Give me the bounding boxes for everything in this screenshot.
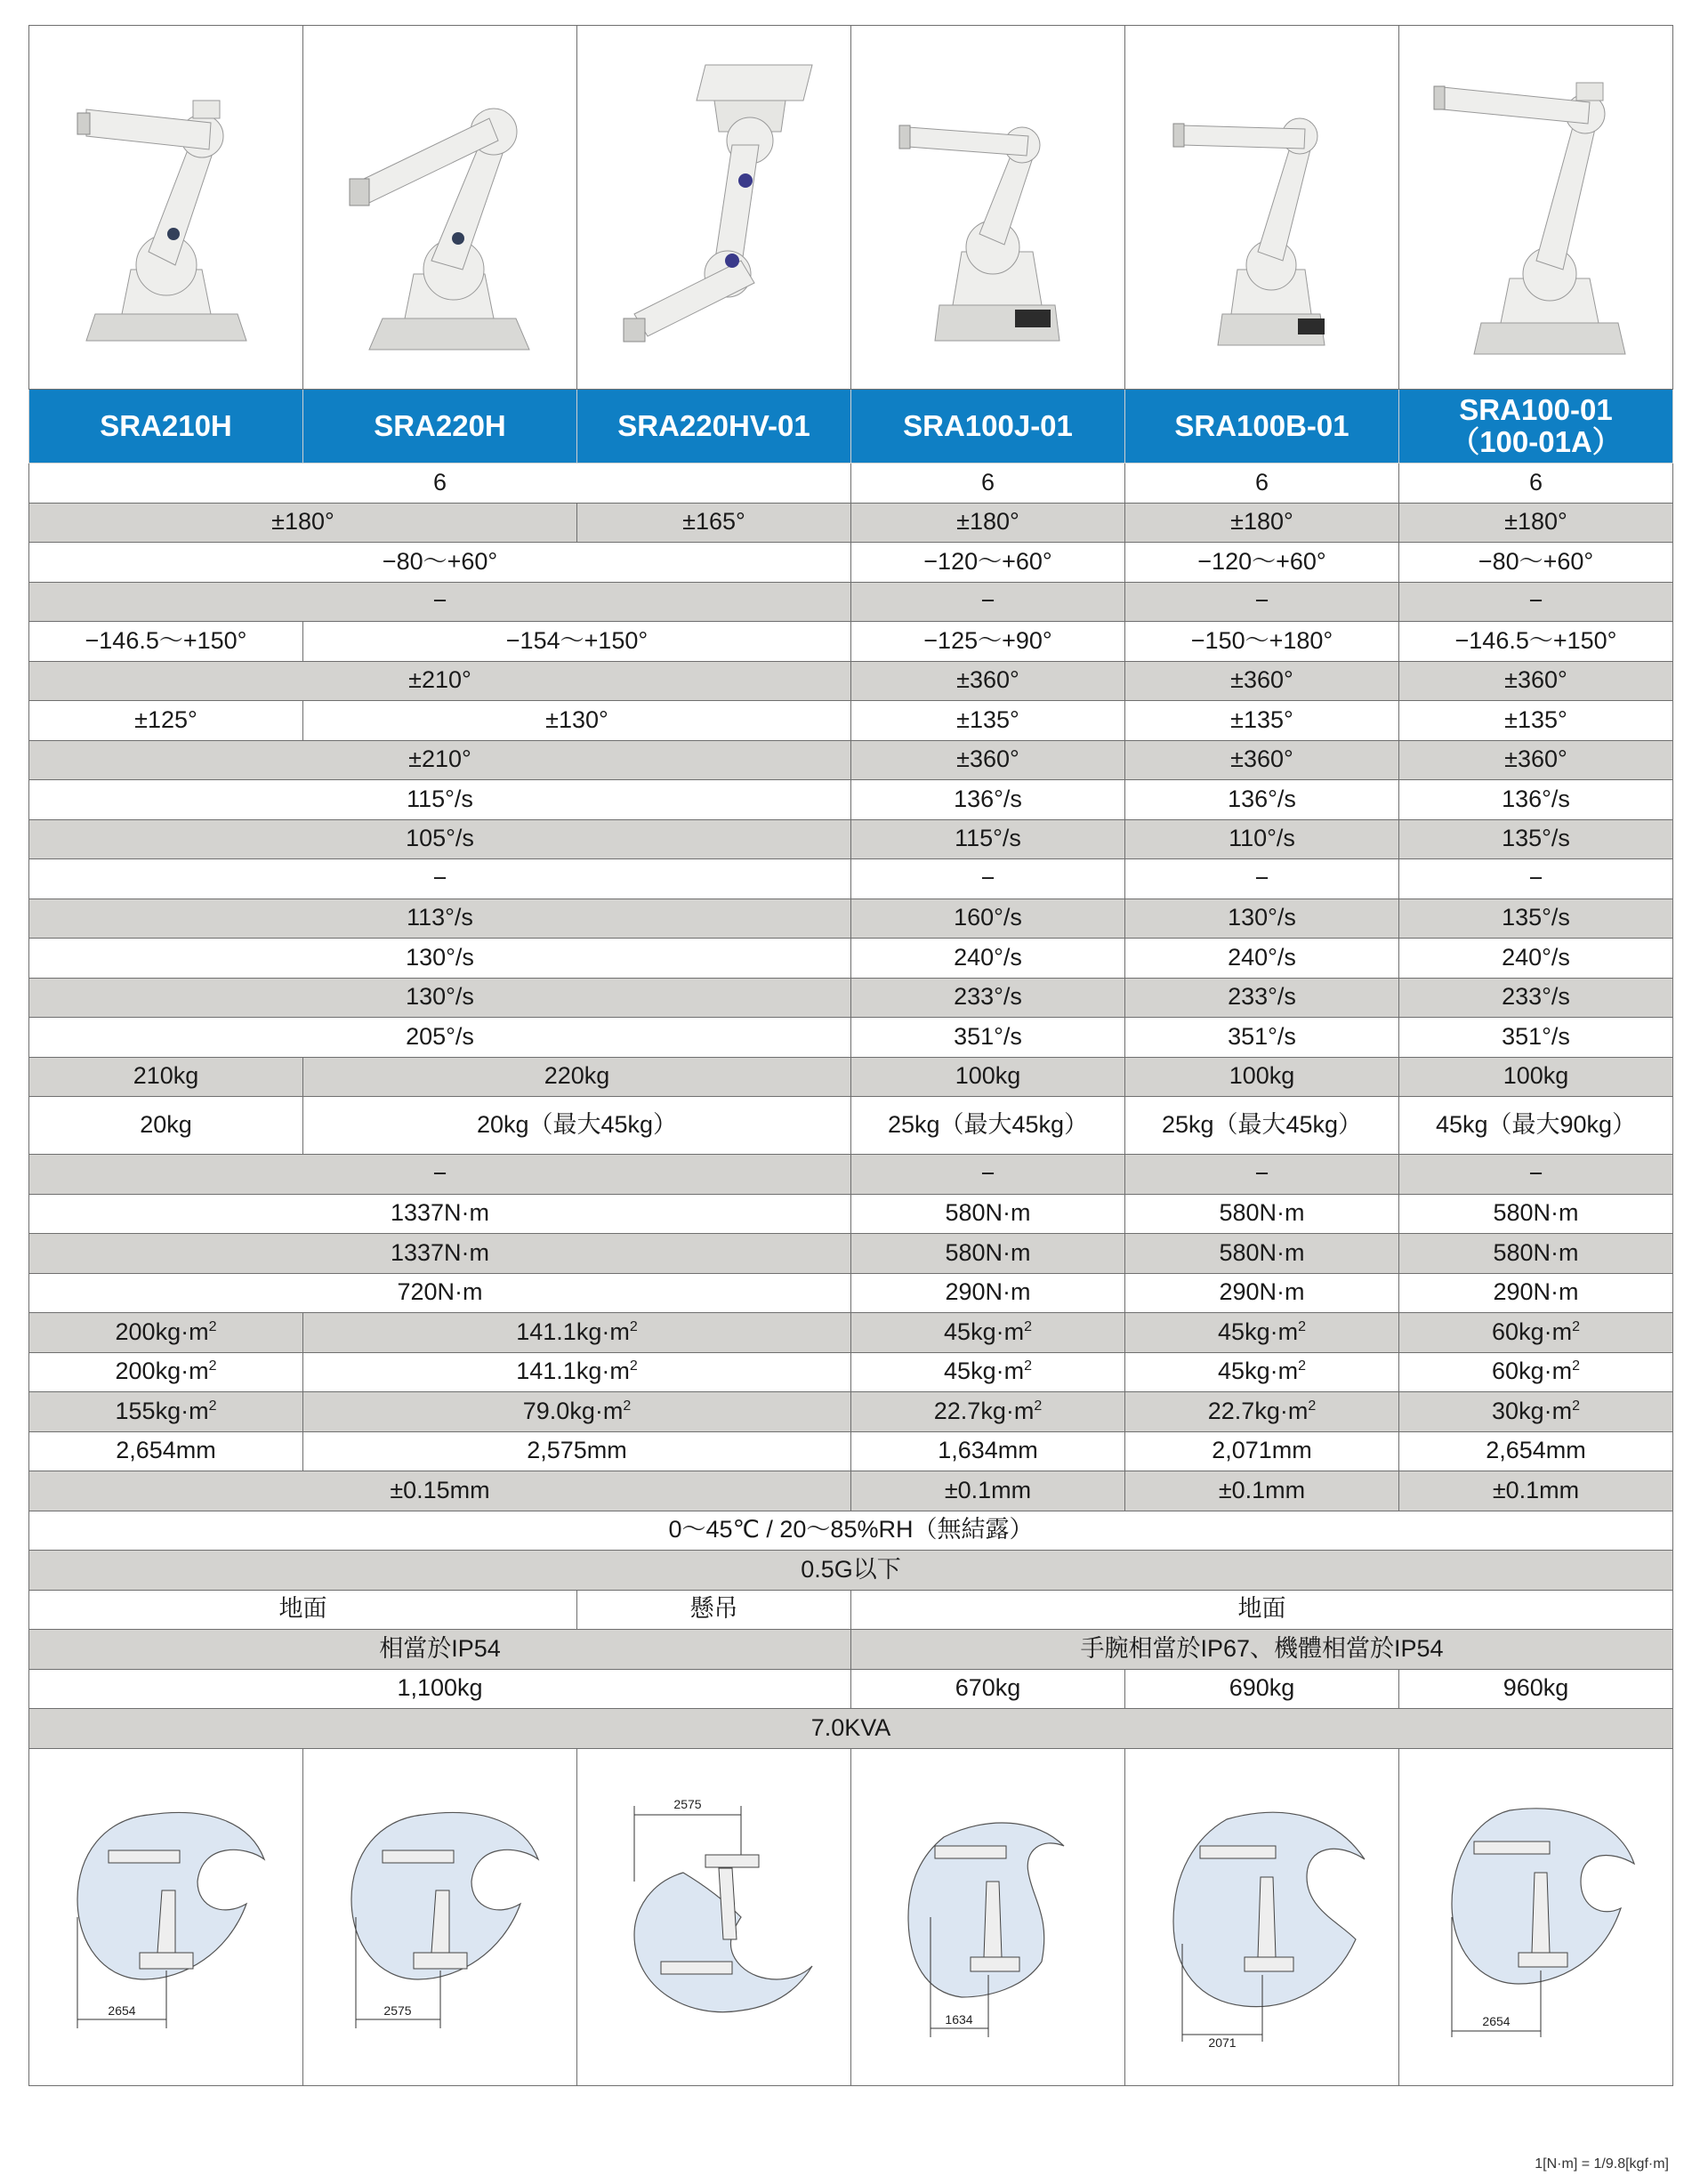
- spec-cell: ±360°: [1125, 661, 1399, 701]
- spec-row: [29, 503, 1673, 543]
- spec-cell: 25kg（最大45kg）: [1125, 1097, 1399, 1155]
- spec-row: [29, 701, 1673, 741]
- spec-cell: ±180°: [1399, 503, 1673, 543]
- spec-cell: 115°/s: [29, 780, 851, 820]
- robot-arm-icon: [1421, 47, 1652, 367]
- spec-row: [29, 978, 1673, 1018]
- spec-row: [29, 463, 1673, 504]
- reach-dimension: 2654: [107, 2003, 136, 2018]
- spec-cell: 290N·m: [851, 1273, 1125, 1313]
- spec-cell: −80～+60°: [29, 543, 851, 583]
- robot-arm-icon: [1156, 47, 1369, 367]
- model-name: SRA220H: [303, 390, 577, 463]
- spec-cell: 110°/s: [1125, 819, 1399, 859]
- spec-cell: ±130°: [303, 701, 851, 741]
- spec-cell: 233°/s: [851, 978, 1125, 1018]
- spec-cell: 160°/s: [851, 899, 1125, 939]
- spec-cell: 105°/s: [29, 819, 851, 859]
- spec-cell: 690kg: [1125, 1669, 1399, 1709]
- spec-cell: ±0.1mm: [1125, 1471, 1399, 1511]
- spec-row: [29, 543, 1673, 583]
- spec-row: [29, 859, 1673, 899]
- spec-cell: $45kg\cdot m^2$: [1125, 1352, 1399, 1392]
- spec-cell: 210kg: [29, 1057, 303, 1097]
- spec-row: [29, 939, 1673, 979]
- spec-cell: 相當於IP54: [29, 1630, 851, 1670]
- spec-cell: ±210°: [29, 740, 851, 780]
- spec-cell: $141.1kg\cdot m^2$: [303, 1313, 851, 1353]
- spec-cell: 100kg: [1125, 1057, 1399, 1097]
- work-envelope-icon: [325, 1784, 556, 2051]
- spec-row: [29, 1431, 1673, 1471]
- spec-cell: 7.0KVA: [29, 1709, 1673, 1749]
- robot-photo-sra220h: [303, 26, 577, 390]
- spec-row: [29, 1669, 1673, 1709]
- spec-row: [29, 740, 1673, 780]
- spec-row: [29, 819, 1673, 859]
- spec-cell: $141.1kg\cdot m^2$: [303, 1352, 851, 1392]
- spec-cell: −: [29, 859, 851, 899]
- work-envelope-sra100b-01: [1125, 1748, 1399, 2085]
- spec-cell: ±135°: [1125, 701, 1399, 741]
- work-envelope-sra220hv-01: [577, 1748, 851, 2085]
- model-name: SRA100B-01: [1125, 390, 1399, 463]
- robot-arm-icon: [334, 47, 547, 367]
- spec-cell: 135°/s: [1399, 819, 1673, 859]
- robot-arm-icon: [60, 47, 273, 367]
- spec-cell: 1337N·m: [29, 1234, 851, 1274]
- robot-arm-icon: [608, 47, 821, 367]
- spec-cell: 351°/s: [851, 1018, 1125, 1058]
- spec-cell: $45kg\cdot m^2$: [1125, 1313, 1399, 1353]
- spec-row: [29, 1057, 1673, 1097]
- spec-cell: 100kg: [851, 1057, 1125, 1097]
- unit-footnote: 1[N·m] = 1/9.8[kgf·m]: [1535, 2156, 1669, 2172]
- spec-cell: −: [1125, 859, 1399, 899]
- spec-cell: $200kg\cdot m^2$: [29, 1313, 303, 1353]
- spec-cell: ±360°: [1125, 740, 1399, 780]
- spec-cell: −: [1399, 859, 1673, 899]
- spec-row: [29, 582, 1673, 622]
- spec-cell: $60kg\cdot m^2$: [1399, 1352, 1673, 1392]
- spec-cell: ±0.1mm: [851, 1471, 1125, 1511]
- spec-cell: ±360°: [1399, 740, 1673, 780]
- spec-cell: 580N·m: [851, 1234, 1125, 1274]
- spec-cell: 135°/s: [1399, 899, 1673, 939]
- spec-cell: 290N·m: [1399, 1273, 1673, 1313]
- spec-cell: ±165°: [577, 503, 851, 543]
- spec-cell: 240°/s: [851, 939, 1125, 979]
- reach-dimension: 2071: [1207, 2035, 1237, 2050]
- spec-cell: 6: [1399, 463, 1673, 504]
- spec-cell: 0～45℃ / 20～85%RH（無結露）: [29, 1511, 1673, 1551]
- spec-cell: ±0.15mm: [29, 1471, 851, 1511]
- work-envelope-row: [29, 1748, 1673, 2085]
- spec-cell: −150～+180°: [1125, 622, 1399, 662]
- spec-row: [29, 1234, 1673, 1274]
- spec-cell: 130°/s: [29, 978, 851, 1018]
- spec-row: [29, 1471, 1673, 1511]
- spec-cell: −: [1125, 582, 1399, 622]
- spec-cell: $22.7kg\cdot m^2$: [1125, 1392, 1399, 1432]
- spec-cell: −: [29, 582, 851, 622]
- spec-cell: 45kg（最大90kg）: [1399, 1097, 1673, 1155]
- model-header-row: [29, 390, 1673, 463]
- spec-cell: −: [1399, 582, 1673, 622]
- spec-cell: 手腕相當於IP67、機體相當於IP54: [851, 1630, 1673, 1670]
- spec-cell: $45kg\cdot m^2$: [851, 1352, 1125, 1392]
- spec-cell: 6: [29, 463, 851, 504]
- model-name: SRA100J-01: [851, 390, 1125, 463]
- spec-cell: 6: [1125, 463, 1399, 504]
- spec-cell: 130°/s: [1125, 899, 1399, 939]
- spec-cell: 2,654mm: [1399, 1431, 1673, 1471]
- spec-cell: 580N·m: [851, 1194, 1125, 1234]
- spec-cell: −146.5～+150°: [29, 622, 303, 662]
- spec-cell: 240°/s: [1125, 939, 1399, 979]
- work-envelope-icon: [599, 1784, 830, 2051]
- spec-cell: 地面: [851, 1590, 1673, 1630]
- spec-row: [29, 1352, 1673, 1392]
- spec-cell: 580N·m: [1125, 1234, 1399, 1274]
- spec-row: [29, 1709, 1673, 1749]
- spec-cell: ±180°: [29, 503, 577, 543]
- spec-cell: 580N·m: [1399, 1194, 1673, 1234]
- spec-cell: 20kg: [29, 1097, 303, 1155]
- spec-cell: 115°/s: [851, 819, 1125, 859]
- work-envelope-sra210h: [29, 1748, 303, 2085]
- spec-cell: 580N·m: [1399, 1234, 1673, 1274]
- spec-row: [29, 1392, 1673, 1432]
- spec-cell: 351°/s: [1125, 1018, 1399, 1058]
- spec-cell: −: [851, 582, 1125, 622]
- spec-cell: 25kg（最大45kg）: [851, 1097, 1125, 1155]
- spec-cell: 136°/s: [1399, 780, 1673, 820]
- spec-cell: −120～+60°: [1125, 543, 1399, 583]
- spec-row: [29, 1630, 1673, 1670]
- reach-dimension: 2654: [1481, 2013, 1511, 2028]
- reach-dimension: 2575: [673, 1796, 702, 1811]
- spec-cell: 113°/s: [29, 899, 851, 939]
- spec-cell: ±360°: [851, 661, 1125, 701]
- spec-cell: ±125°: [29, 701, 303, 741]
- spec-cell: −: [29, 1155, 851, 1195]
- spec-cell: 233°/s: [1125, 978, 1399, 1018]
- spec-cell: −125～+90°: [851, 622, 1125, 662]
- spec-row: [29, 622, 1673, 662]
- spec-row: [29, 1590, 1673, 1630]
- spec-cell: 670kg: [851, 1669, 1125, 1709]
- spec-sheet: [28, 25, 1672, 2086]
- spec-cell: ±135°: [851, 701, 1125, 741]
- robot-photo-row: [29, 26, 1673, 390]
- work-envelope-icon: [873, 1784, 1104, 2051]
- spec-cell: 233°/s: [1399, 978, 1673, 1018]
- robot-photo-sra100-01: [1399, 26, 1673, 390]
- spec-cell: ±360°: [851, 740, 1125, 780]
- spec-cell: 351°/s: [1399, 1018, 1673, 1058]
- spec-cell: 240°/s: [1399, 939, 1673, 979]
- spec-cell: −120～+60°: [851, 543, 1125, 583]
- spec-cell: 136°/s: [1125, 780, 1399, 820]
- work-envelope-icon: [51, 1784, 282, 2051]
- spec-cell: 6: [851, 463, 1125, 504]
- spec-cell: $155kg\cdot m^2$: [29, 1392, 303, 1432]
- spec-cell: ±0.1mm: [1399, 1471, 1673, 1511]
- spec-cell: 2,654mm: [29, 1431, 303, 1471]
- spec-row: [29, 1097, 1673, 1155]
- spec-cell: −154～+150°: [303, 622, 851, 662]
- spec-cell: $30kg\cdot m^2$: [1399, 1392, 1673, 1432]
- robot-arm-icon: [882, 47, 1095, 367]
- work-envelope-sra100j-01: [851, 1748, 1125, 2085]
- model-name-line2: （100-01A）: [1450, 425, 1622, 458]
- spec-cell: −: [851, 1155, 1125, 1195]
- spec-cell: −: [1399, 1155, 1673, 1195]
- spec-cell: 130°/s: [29, 939, 851, 979]
- spec-table: [28, 25, 1673, 2086]
- spec-cell: $79.0kg\cdot m^2$: [303, 1392, 851, 1432]
- spec-cell: 1,634mm: [851, 1431, 1125, 1471]
- spec-cell: 1,100kg: [29, 1669, 851, 1709]
- spec-cell: 220kg: [303, 1057, 851, 1097]
- spec-cell: 1337N·m: [29, 1194, 851, 1234]
- spec-cell: $60kg\cdot m^2$: [1399, 1313, 1673, 1353]
- spec-row: [29, 1273, 1673, 1313]
- work-envelope-sra220h: [303, 1748, 577, 2085]
- robot-photo-sra100b-01: [1125, 26, 1399, 390]
- spec-row: [29, 899, 1673, 939]
- spec-cell: ±135°: [1399, 701, 1673, 741]
- model-name: [1399, 390, 1673, 463]
- spec-cell: ±210°: [29, 661, 851, 701]
- work-envelope-icon: [1147, 1784, 1378, 2051]
- spec-cell: −146.5～+150°: [1399, 622, 1673, 662]
- spec-cell: −: [851, 859, 1125, 899]
- reach-dimension: 2575: [383, 2003, 412, 2018]
- spec-row: [29, 1511, 1673, 1551]
- spec-cell: 720N·m: [29, 1273, 851, 1313]
- spec-cell: 地面: [29, 1590, 577, 1630]
- model-name: SRA220HV-01: [577, 390, 851, 463]
- robot-photo-sra210h: [29, 26, 303, 390]
- work-envelope-icon: [1421, 1784, 1652, 2051]
- spec-cell: 0.5G以下: [29, 1551, 1673, 1591]
- reach-dimension: 1634: [944, 2011, 973, 2027]
- work-envelope-sra100-01: [1399, 1748, 1673, 2085]
- spec-cell: 580N·m: [1125, 1194, 1399, 1234]
- spec-cell: −: [1125, 1155, 1399, 1195]
- spec-cell: 2,071mm: [1125, 1431, 1399, 1471]
- spec-cell: ±180°: [851, 503, 1125, 543]
- spec-cell: 20kg（最大45kg）: [303, 1097, 851, 1155]
- spec-cell: 290N·m: [1125, 1273, 1399, 1313]
- robot-photo-sra100j-01: [851, 26, 1125, 390]
- spec-cell: ±360°: [1399, 661, 1673, 701]
- spec-row: [29, 780, 1673, 820]
- spec-cell: 2,575mm: [303, 1431, 851, 1471]
- spec-row: [29, 1313, 1673, 1353]
- spec-cell: 205°/s: [29, 1018, 851, 1058]
- spec-cell: 136°/s: [851, 780, 1125, 820]
- spec-row: [29, 661, 1673, 701]
- spec-row: [29, 1194, 1673, 1234]
- spec-row: [29, 1018, 1673, 1058]
- spec-cell: 100kg: [1399, 1057, 1673, 1097]
- model-name: SRA210H: [29, 390, 303, 463]
- spec-cell: $45kg\cdot m^2$: [851, 1313, 1125, 1353]
- spec-cell: ±180°: [1125, 503, 1399, 543]
- spec-cell: $22.7kg\cdot m^2$: [851, 1392, 1125, 1432]
- spec-row: [29, 1155, 1673, 1195]
- spec-cell: −80～+60°: [1399, 543, 1673, 583]
- spec-cell: 960kg: [1399, 1669, 1673, 1709]
- spec-row: [29, 1551, 1673, 1591]
- model-name-line1: SRA100-01: [1459, 392, 1613, 426]
- spec-cell: 懸吊: [577, 1590, 851, 1630]
- spec-cell: $200kg\cdot m^2$: [29, 1352, 303, 1392]
- robot-photo-sra220hv-01: [577, 26, 851, 390]
